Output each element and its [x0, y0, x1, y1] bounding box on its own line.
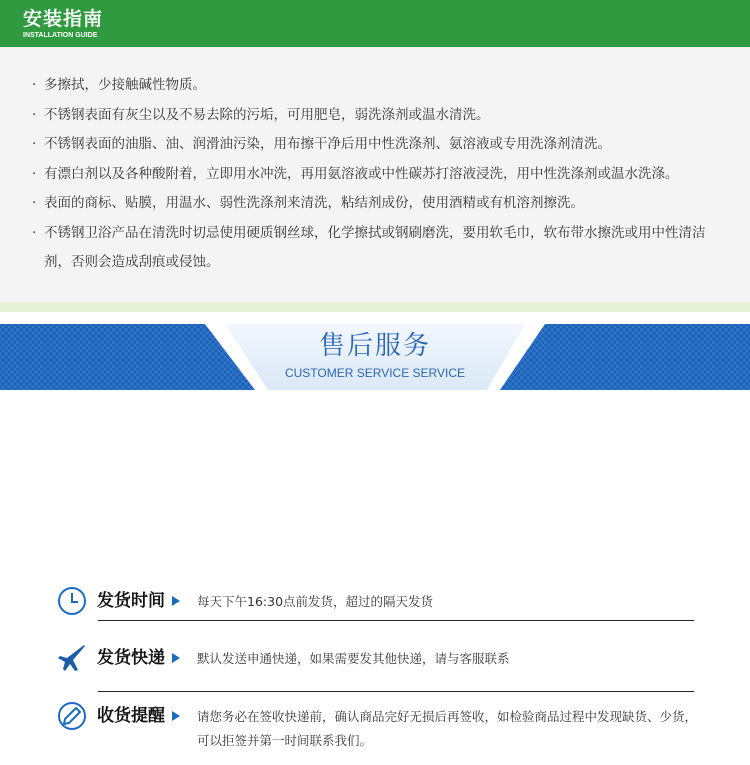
info-text: 请您务必在签收快递前，确认商品完好无损后再签收，如检验商品过程中发现缺货、少货，可以拒签并第一时间联系我们。: [197, 709, 698, 748]
service-title: 售后服务: [318, 331, 431, 361]
install-header: [0, 0, 750, 47]
divider: [98, 620, 694, 621]
info-text: 默认发送申通快递，如果需要发其他快递，请与客服联系: [197, 651, 510, 666]
info-label: 发货快递: [97, 648, 165, 668]
service-subtitle: CUSTOMER SERVICE SERVICE: [284, 366, 466, 380]
divider: [98, 691, 694, 692]
pencil-icon: [56, 700, 88, 732]
guide-panel: [0, 47, 750, 302]
guide-item-text: 不锈钢表面有灰尘以及不易去除的污垢，可用肥皂，弱洗涤剂或温水清洗。: [44, 106, 490, 123]
guide-item-text: 不锈钢表面的油脂、油、润滑油污染，用布擦干净后用中性洗涤剂、氨溶液或专用洗涤剂清洗。: [44, 136, 611, 152]
bullet: ·: [32, 165, 37, 182]
guide-item: [32, 130, 732, 160]
clock-icon: [56, 585, 88, 617]
bullet: ·: [32, 136, 37, 152]
arrow-right-icon: [172, 596, 180, 606]
guide-item: [32, 189, 732, 219]
guide-item: [32, 160, 732, 190]
bullet: ·: [32, 77, 37, 93]
arrow-right-icon: [172, 711, 180, 721]
guide-list: [32, 71, 732, 278]
guide-item-text: 不锈钢卫浴产品在清洗时切忌使用硬质钢丝球，化学擦拭或钢刷磨洗，要用软毛巾，软布带水擦洗或用中性清洁剂，否则会造成刮痕或侵蚀。: [44, 224, 706, 270]
install-subtitle: INSTALLATION GUIDE: [23, 32, 98, 39]
arrow-right-icon: [172, 653, 180, 663]
bullet: ·: [32, 106, 37, 123]
guide-item: [32, 71, 732, 101]
info-label: 发货时间: [97, 591, 165, 611]
green-divider-strip: [0, 302, 750, 312]
guide-item-text: 表面的商标、贴膜，用温水、弱性洗涤剂来清洗，粘结剂成份，使用酒精或有机溶剂擦洗。: [44, 195, 584, 211]
guide-item-text: 有漂白剂以及各种酸附着，立即用水冲洗，再用氨溶液或中性碳苏打溶液浸洗，用中性洗涤剂或温水洗涤。: [44, 165, 679, 182]
bullet: ·: [32, 224, 37, 241]
guide-item: [32, 219, 732, 278]
bullet: ·: [32, 195, 37, 211]
install-title: 安装指南: [23, 8, 104, 30]
guide-item: [32, 101, 732, 131]
guide-item-text: 多擦拭，少接触碱性物质。: [44, 77, 206, 93]
info-label: 收货提醒: [97, 706, 165, 726]
airplane-icon: [56, 642, 88, 674]
info-text: 每天下午16:30点前发货，超过的隔天发货: [197, 594, 434, 609]
